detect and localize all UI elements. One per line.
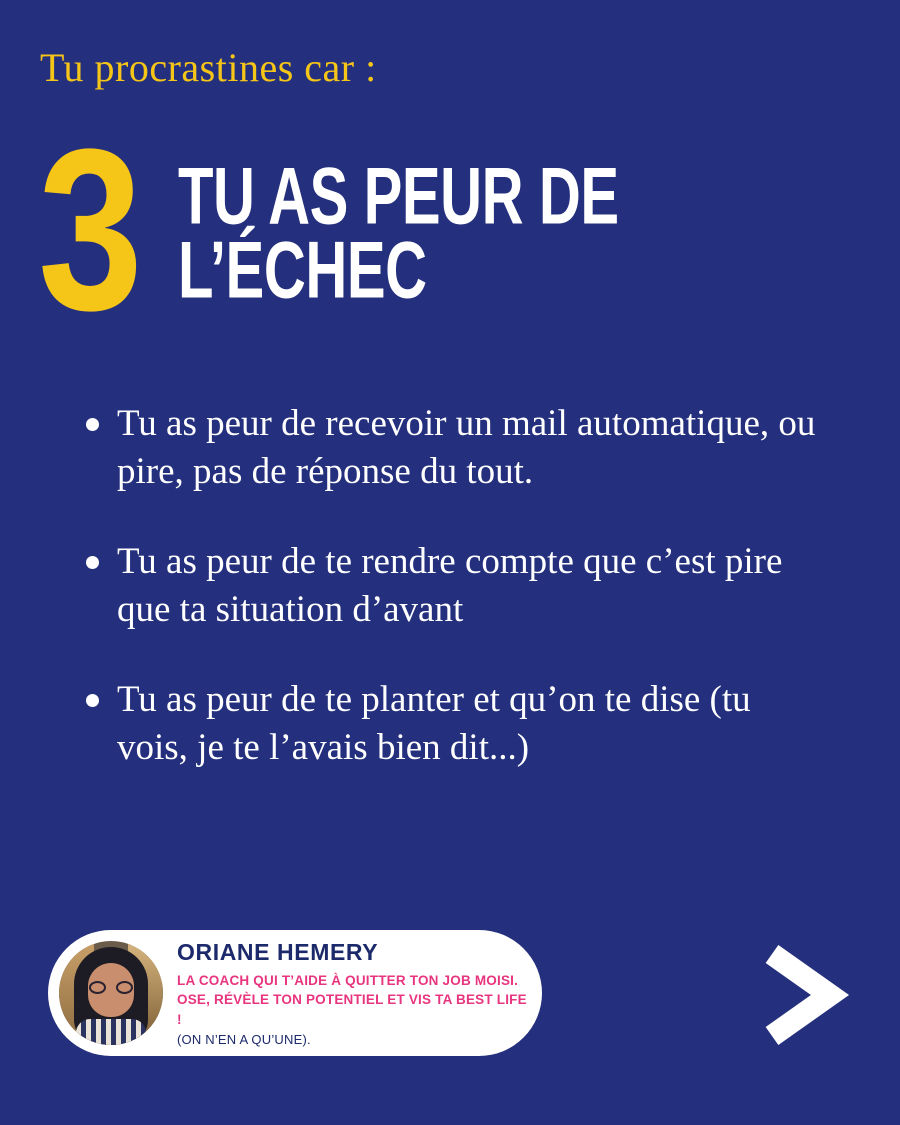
kicker-text: Tu procrastines car : xyxy=(40,45,377,90)
author-info xyxy=(177,939,532,1048)
bullet-dot-icon xyxy=(86,418,99,431)
bullet-text: Tu as peur de te planter et qu’on te dise (tu vois, je te l’avais bien dit...) xyxy=(117,679,751,769)
bullet-text: Tu as peur de recevoir un mail automatique, ou pire, pas de réponse du tout. xyxy=(117,403,816,493)
chevron-right-icon xyxy=(746,940,856,1050)
author-tagline-line1: LA COACH QUI T’AIDE À QUITTER TON JOB MOISI. xyxy=(177,972,519,988)
bullet-text: Tu as peur de te rendre compte que c’est pire que ta situation d’avant xyxy=(117,541,783,631)
bullet-dot-icon xyxy=(86,694,99,707)
list-item xyxy=(86,400,856,496)
list-item xyxy=(86,538,856,634)
item-number: 3 xyxy=(38,101,140,358)
author-tagline-line2: OSE, RÉVÈLE TON POTENTIEL ET VIS TA BEST LIFE ! xyxy=(177,992,527,1027)
next-slide-button[interactable] xyxy=(746,940,856,1050)
author-card xyxy=(48,930,542,1056)
headline-block xyxy=(38,101,868,358)
bullet-list xyxy=(86,400,856,815)
list-item xyxy=(86,676,856,772)
author-name: ORIANE HEMERY xyxy=(177,938,379,965)
avatar xyxy=(59,941,163,1045)
author-note: (ON N’EN A QU’UNE). xyxy=(177,1032,311,1048)
bullet-dot-icon xyxy=(86,556,99,569)
avatar-torso xyxy=(76,1019,146,1045)
headline-text: TU AS PEUR DE L’ÉCHEC xyxy=(177,150,619,315)
avatar-glasses xyxy=(89,981,133,994)
